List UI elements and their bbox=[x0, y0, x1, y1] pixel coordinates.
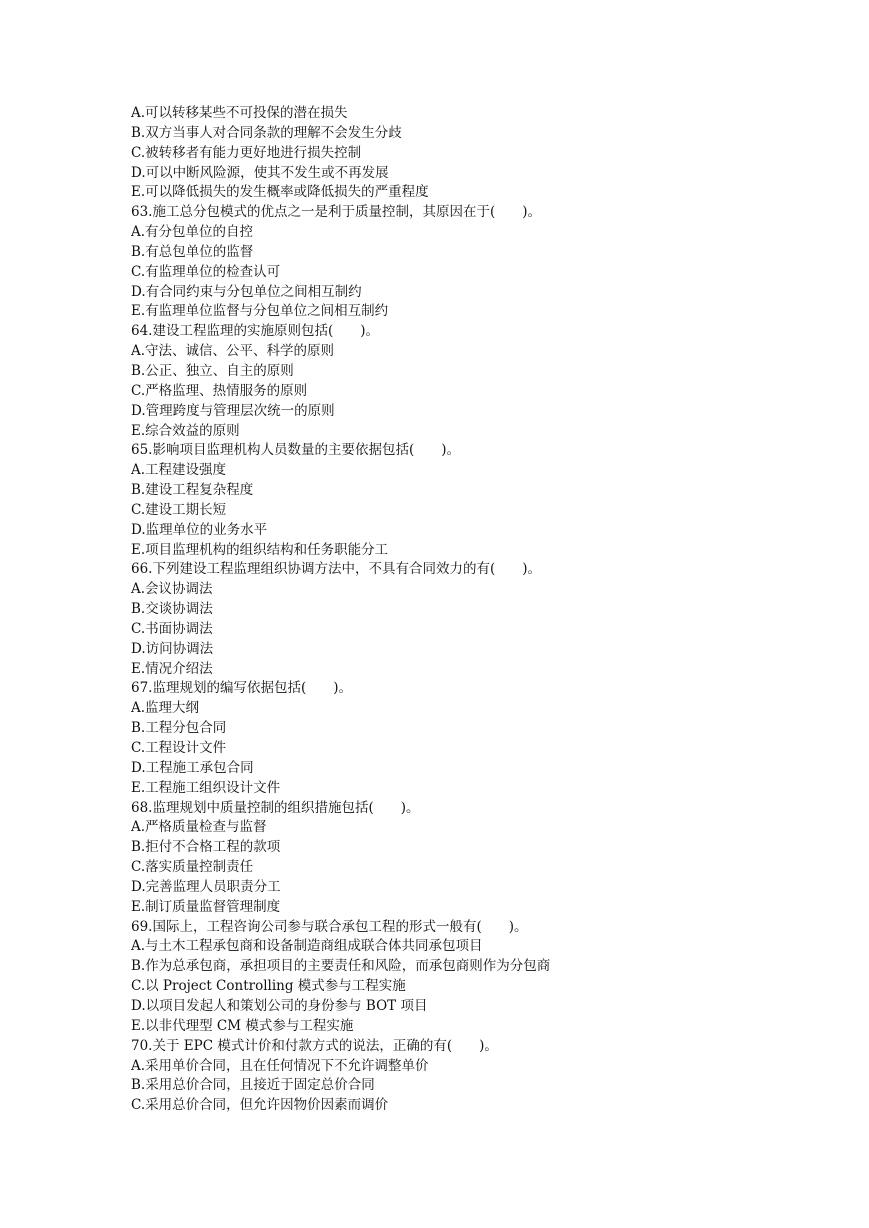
option-line: C.被转移者有能力更好地进行损失控制 bbox=[131, 144, 362, 161]
option-line: E.可以降低损失的发生概率或降低损失的严重程度 bbox=[131, 184, 429, 201]
option-line: A.会议协调法 bbox=[131, 581, 213, 598]
option-line: A.采用单价合同，且在任何情况下不允许调整单价 bbox=[131, 1057, 429, 1074]
option-line: C.落实质量控制责任 bbox=[131, 859, 254, 876]
option-line: D.完善监理人员职责分工 bbox=[131, 878, 281, 895]
option-line: C.工程设计文件 bbox=[131, 740, 227, 756]
option-line: A.监理大纲 bbox=[131, 700, 200, 717]
option-line: B.交谈协调法 bbox=[131, 601, 213, 618]
option-line: B.建设工程复杂程度 bbox=[131, 482, 254, 499]
option-line: E.有监理单位监督与分包单位之间相互制约 bbox=[131, 303, 389, 320]
option-line: D.监理单位的业务水平 bbox=[131, 521, 268, 538]
option-line: B.采用总价合同，且接近于固定总价合同 bbox=[131, 1077, 375, 1094]
option-line: C.有监理单位的检查认可 bbox=[131, 263, 281, 280]
option-line: C.采用总价合同，但允许因物价因素而调价 bbox=[131, 1097, 389, 1114]
option-line: A.与土木工程承包商和设备制造商组成联合体共同承包项目 bbox=[131, 938, 483, 955]
option-line: A.严格质量检查与监督 bbox=[131, 819, 267, 836]
question-stem: 66.下列建设工程监理组织协调方法中，不具有合同效力的有( )。 bbox=[131, 561, 542, 578]
option-line: D.工程施工承包合同 bbox=[131, 759, 254, 776]
option-line: E.以非代理型 CM 模式参与工程实施 bbox=[131, 1017, 354, 1034]
option-line: A.守法、诚信、公平、科学的原则 bbox=[131, 343, 335, 360]
question-stem: 64.建设工程监理的实施原则包括( )。 bbox=[131, 323, 380, 340]
option-line: A.有分包单位的自控 bbox=[131, 224, 254, 241]
option-line: D.访问协调法 bbox=[131, 640, 214, 657]
option-line: E.制订质量监督管理制度 bbox=[131, 898, 281, 915]
option-line: D.管理跨度与管理层次统一的原则 bbox=[131, 402, 335, 419]
option-line: B.双方当事人对合同条款的理解不会发生分歧 bbox=[131, 124, 402, 141]
option-line: C.书面协调法 bbox=[131, 620, 213, 637]
option-line: B.公正、独立、自主的原则 bbox=[131, 362, 294, 379]
option-line: E.情况介绍法 bbox=[131, 660, 213, 677]
option-line: B.有总包单位的监督 bbox=[131, 243, 254, 260]
option-line: C.建设工期长短 bbox=[131, 501, 227, 518]
option-line: B.拒付不合格工程的款项 bbox=[131, 839, 281, 856]
question-stem: 65.影响项目监理机构人员数量的主要依据包括( )。 bbox=[131, 442, 461, 459]
option-line: E.项目监理机构的组织结构和任务职能分工 bbox=[131, 541, 389, 558]
exam-document bbox=[131, 104, 851, 1116]
question-stem: 63.施工总分包模式的优点之一是利于质量控制，其原因在于( )。 bbox=[131, 204, 542, 221]
option-line: E.综合效益的原则 bbox=[131, 422, 240, 439]
question-stem: 68.监理规划中质量控制的组织措施包括( )。 bbox=[131, 799, 420, 816]
option-line: C.严格监理、热情服务的原则 bbox=[131, 382, 308, 399]
option-line: D.有合同约束与分包单位之间相互制约 bbox=[131, 283, 362, 300]
option-line: A.工程建设强度 bbox=[131, 462, 227, 479]
question-stem: 67.监理规划的编写依据包括( )。 bbox=[131, 680, 353, 697]
option-line: E.工程施工组织设计文件 bbox=[131, 779, 281, 796]
question-stem: 70.关于 EPC 模式计价和付款方式的说法，正确的有( )。 bbox=[131, 1037, 498, 1054]
option-line: B.作为总承包商，承担项目的主要责任和风险，而承包商则作为分包商 bbox=[131, 958, 551, 975]
option-line: D.以项目发起人和策划公司的身份参与 BOT 项目 bbox=[131, 997, 428, 1014]
option-line: B.工程分包合同 bbox=[131, 720, 227, 737]
option-line: A.可以转移某些不可投保的潜在损失 bbox=[131, 105, 348, 121]
question-stem: 69.国际上，工程咨询公司参与联合承包工程的形式一般有( )。 bbox=[131, 918, 528, 935]
option-line: D.可以中断风险源，使其不发生或不再发展 bbox=[131, 164, 389, 181]
option-line: C.以 Project Controlling 模式参与工程实施 bbox=[131, 978, 406, 995]
